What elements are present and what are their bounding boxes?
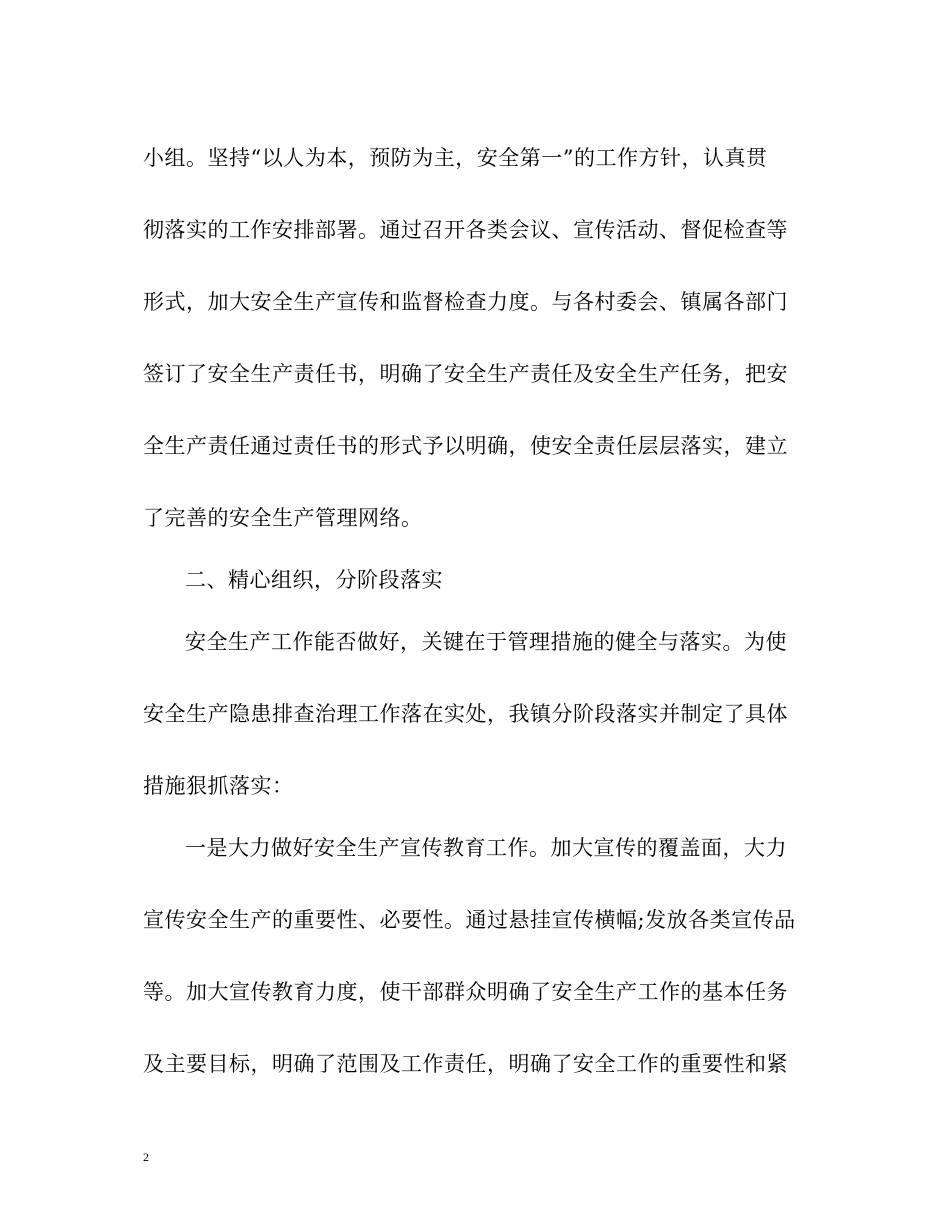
paragraph-line: 了完善的安全生产管理网络。	[143, 506, 423, 530]
paragraph-line: 安全生产工作能否做好，关键在于管理措施的健全与落实。为使	[185, 630, 787, 654]
paragraph-line: 安全生产隐患排查治理工作落在实处，我镇分阶段落实并制定了具体	[143, 702, 788, 726]
paragraph-line: 全生产责任通过责任书的形式予以明确，使安全责任层层落实，建立	[143, 434, 788, 458]
paragraph-line: 小组。坚持“以人为本，预防为主，安全第一”的工作方针，认真贯	[143, 146, 768, 170]
paragraph-line: 形式，加大安全生产宣传和监督检查力度。与各村委会、镇属各部门	[143, 290, 788, 314]
section-heading: 二、精心组织，分阶段落实	[185, 568, 443, 592]
paragraph-line: 措施狠抓落实：	[143, 774, 294, 798]
paragraph-line: 宣传安全生产的重要性、必要性。通过悬挂宣传横幅;发放各类宣传品	[143, 908, 796, 932]
paragraph-line: 签订了安全生产责任书，明确了安全生产责任及安全生产任务，把安	[143, 362, 788, 386]
paragraph-line: 及主要目标，明确了范围及工作责任，明确了安全工作的重要性和紧	[143, 1052, 788, 1076]
paragraph-line: 等。加大宣传教育力度，使干部群众明确了安全生产工作的基本任务	[143, 980, 788, 1004]
paragraph-line: 一是大力做好安全生产宣传教育工作。加大宣传的覆盖面，大力	[185, 836, 787, 860]
page-number: 2	[143, 1150, 149, 1164]
paragraph-line: 彻落实的工作安排部署。通过召开各类会议、宣传活动、督促检查等	[143, 218, 788, 242]
